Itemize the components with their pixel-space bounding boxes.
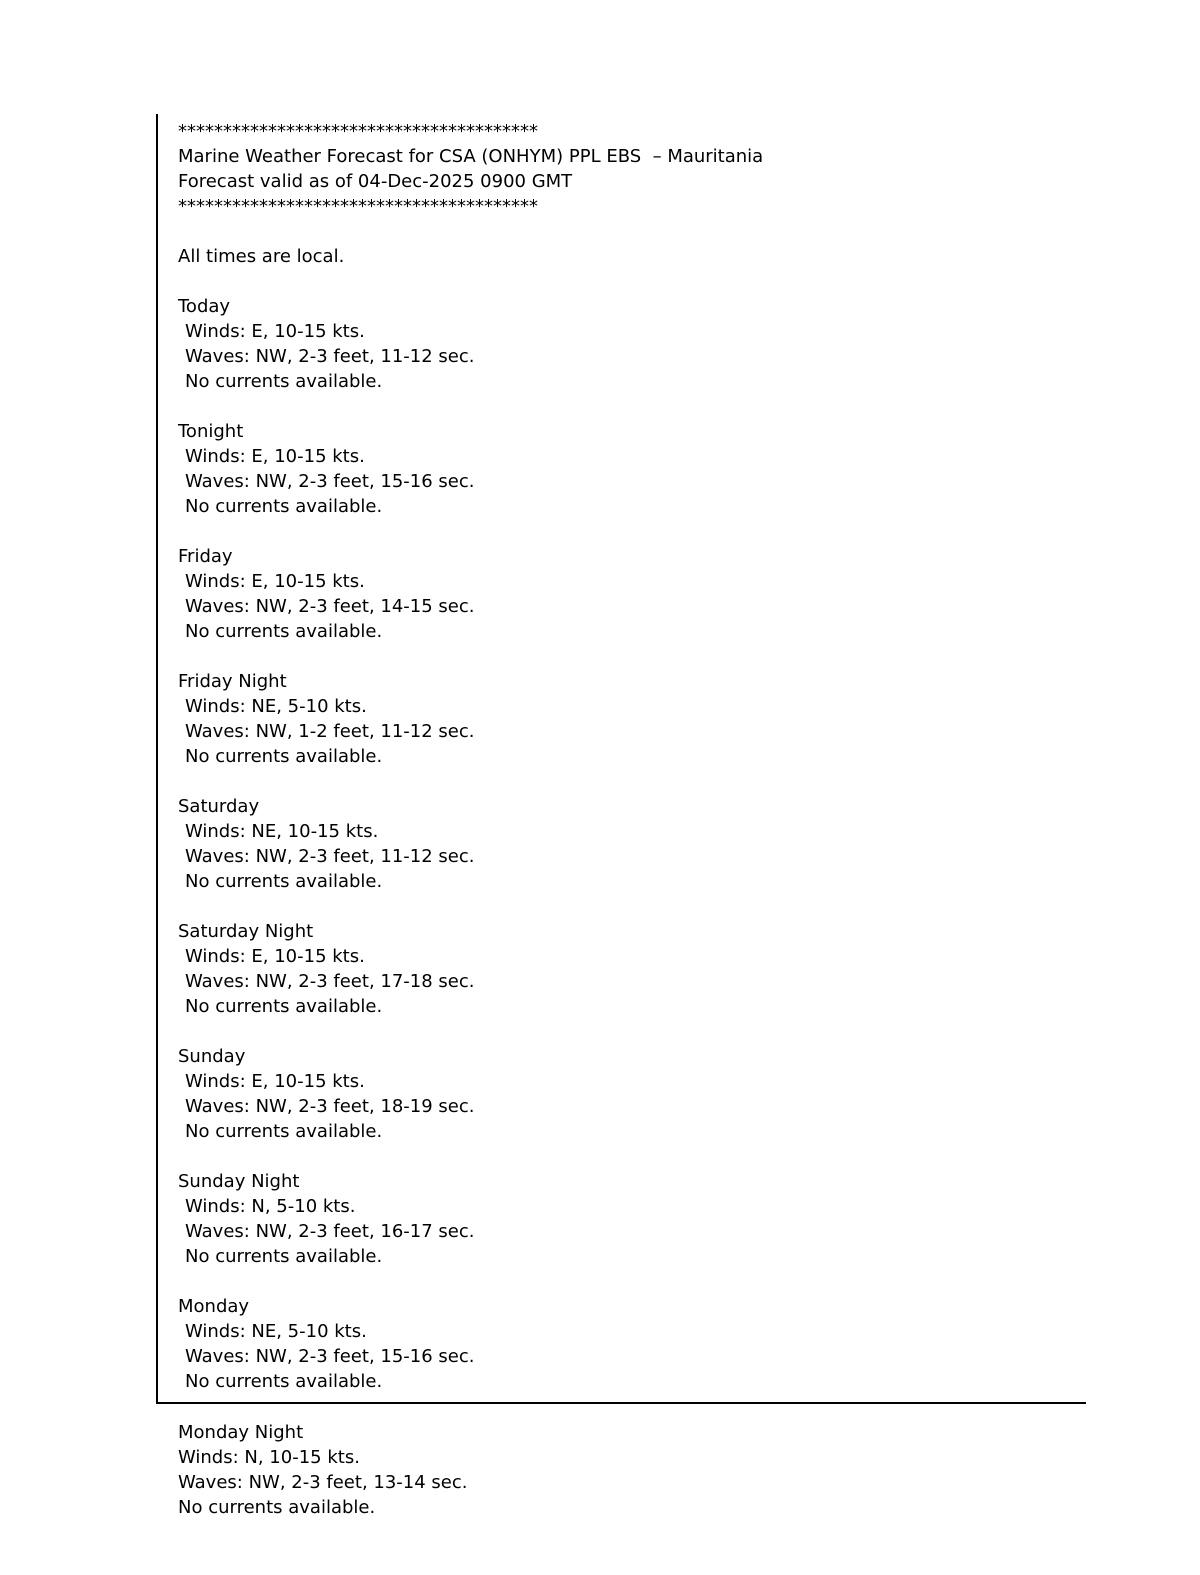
- forecast-section-sunday: [178, 1044, 1086, 1144]
- forecast-section-today: [178, 294, 1086, 394]
- winds-line: Winds: N, 5-10 kts.: [185, 1196, 356, 1217]
- forecast-section-saturday-night: [178, 919, 1086, 1019]
- forecast-section-friday: [178, 544, 1086, 644]
- winds-line: Winds: NE, 5-10 kts.: [185, 1321, 367, 1342]
- waves-line: Waves: NW, 2-3 feet, 14-15 sec.: [185, 596, 475, 617]
- forecast-section-saturday: [178, 794, 1086, 894]
- winds-line: Winds: NE, 10-15 kts.: [185, 821, 379, 842]
- currents-line: No currents available.: [185, 1371, 383, 1392]
- period-label: Friday: [178, 546, 233, 567]
- period-label: Tonight: [178, 421, 244, 442]
- currents-line: No currents available.: [185, 621, 383, 642]
- waves-line: Waves: NW, 2-3 feet, 15-16 sec.: [185, 1346, 475, 1367]
- waves-line: Waves: NW, 2-3 feet, 18-19 sec.: [185, 1096, 475, 1117]
- winds-line: Winds: E, 10-15 kts.: [185, 571, 365, 592]
- currents-line: No currents available.: [185, 371, 383, 392]
- currents-line: No currents available.: [185, 496, 383, 517]
- separator-line-bottom: ****************************************: [178, 196, 538, 217]
- forecast-valid-line: Forecast valid as of 04-Dec-2025 0900 GMT: [178, 171, 573, 192]
- currents-line: No currents available.: [185, 1121, 383, 1142]
- period-label: Today: [178, 296, 231, 317]
- period-label: Sunday Night: [178, 1171, 300, 1192]
- currents-line: No currents available.: [178, 1497, 376, 1518]
- period-label: Monday: [178, 1296, 250, 1317]
- waves-line: Waves: NW, 2-3 feet, 11-12 sec.: [185, 846, 475, 867]
- winds-line: Winds: E, 10-15 kts.: [185, 946, 365, 967]
- forecast-document-box: [156, 114, 1086, 1404]
- period-label: Monday Night: [178, 1422, 304, 1443]
- period-label: Saturday Night: [178, 921, 314, 942]
- forecast-section-friday-night: [178, 669, 1086, 769]
- period-label: Friday Night: [178, 671, 287, 692]
- winds-line: Winds: E, 10-15 kts.: [185, 1071, 365, 1092]
- currents-line: No currents available.: [185, 871, 383, 892]
- times-note: All times are local.: [178, 246, 345, 267]
- document-title: Marine Weather Forecast for CSA (ONHYM) PPL EBS – Mauritania: [178, 146, 764, 167]
- period-label: Saturday: [178, 796, 260, 817]
- waves-line: Waves: NW, 2-3 feet, 17-18 sec.: [185, 971, 475, 992]
- forecast-section-monday: [178, 1294, 1086, 1394]
- winds-line: Winds: N, 10-15 kts.: [178, 1447, 360, 1468]
- waves-line: Waves: NW, 1-2 feet, 11-12 sec.: [185, 721, 475, 742]
- forecast-section-sunday-night: [178, 1169, 1086, 1269]
- period-label: Sunday: [178, 1046, 246, 1067]
- waves-line: Waves: NW, 2-3 feet, 16-17 sec.: [185, 1221, 475, 1242]
- winds-line: Winds: E, 10-15 kts.: [185, 446, 365, 467]
- currents-line: No currents available.: [185, 746, 383, 767]
- currents-line: No currents available.: [185, 996, 383, 1017]
- currents-line: No currents available.: [185, 1246, 383, 1267]
- waves-line: Waves: NW, 2-3 feet, 11-12 sec.: [185, 346, 475, 367]
- waves-line: Waves: NW, 2-3 feet, 15-16 sec.: [185, 471, 475, 492]
- forecast-section-monday-night: [178, 1420, 467, 1520]
- winds-line: Winds: NE, 5-10 kts.: [185, 696, 367, 717]
- blank-line: [178, 219, 1086, 244]
- forecast-section-tonight: [178, 419, 1086, 519]
- separator-line-top: ****************************************: [178, 121, 538, 142]
- winds-line: Winds: E, 10-15 kts.: [185, 321, 365, 342]
- waves-line: Waves: NW, 2-3 feet, 13-14 sec.: [178, 1472, 468, 1493]
